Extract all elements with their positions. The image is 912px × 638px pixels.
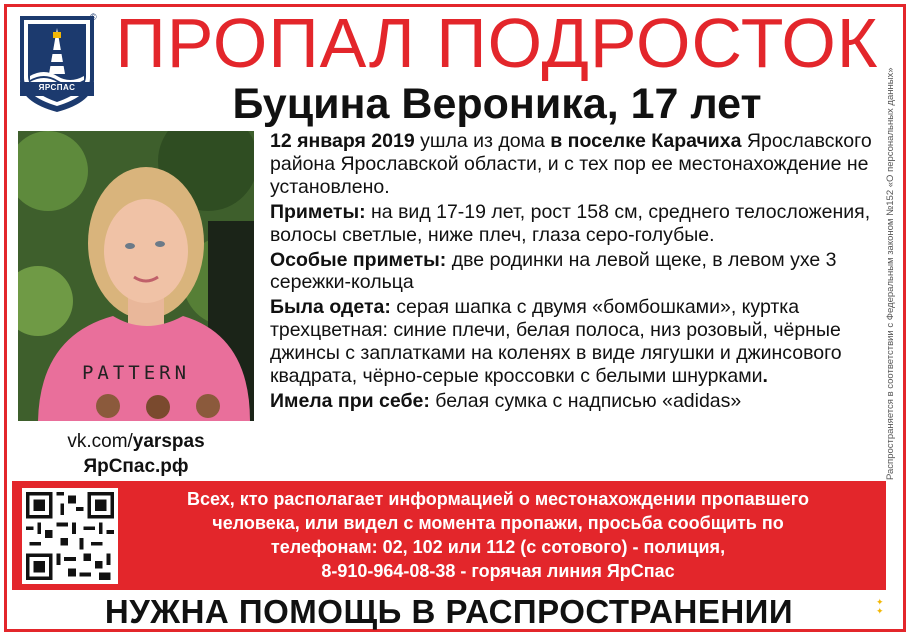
special-marks-label: Особые приметы: bbox=[270, 248, 447, 271]
contact-text bbox=[128, 487, 868, 583]
contact-line-2: человека, или видел с момента пропажи, просьба сообщить по bbox=[212, 513, 784, 533]
special-marks-info bbox=[270, 249, 882, 295]
clothing-label: Была одета: bbox=[270, 296, 391, 319]
shirt-text: PATTERN bbox=[81, 362, 191, 384]
belongings-text: белая сумка с надписью «adidas» bbox=[429, 389, 742, 412]
decorative-stars-icon: ✦ ✦ bbox=[876, 597, 884, 616]
text-fragment: ушла из дома bbox=[414, 130, 551, 152]
photo-image bbox=[18, 131, 254, 421]
copyright-mark: © bbox=[90, 12, 97, 22]
missing-person-name: Буцина Вероника, 17 лет bbox=[232, 80, 762, 128]
clothing-end: . bbox=[762, 365, 768, 388]
appearance-text: на вид 17-19 лет, рост 158 см, среднего телосложения, волосы светлые, ниже плеч, глаза серо-голубые. bbox=[270, 200, 871, 246]
appearance-info bbox=[270, 201, 882, 247]
poster-title: ПРОПАЛ ПОДРОСТОК bbox=[115, 4, 879, 82]
clothing-info bbox=[270, 296, 882, 388]
qr-code-icon[interactable] bbox=[22, 488, 118, 584]
missing-person-photo bbox=[18, 131, 254, 421]
logo-name: ЯРСПАС bbox=[38, 83, 76, 92]
belongings-label: Имела при себе: bbox=[270, 389, 430, 412]
help-banner: НУЖНА ПОМОЩЬ В РАСПРОСТРАНЕНИИ bbox=[104, 593, 794, 630]
disappearance-place: в поселке Карачиха bbox=[550, 130, 742, 152]
site-link[interactable]: ЯрСпас.рф bbox=[83, 456, 189, 477]
contact-line-1: Всех, кто располагает информацией о местонахождении пропавшего bbox=[186, 489, 809, 509]
contact-line-3: телефонам: 02, 102 или 112 (с сотового) - полиция, bbox=[270, 537, 726, 557]
vk-handle: yarspas bbox=[132, 431, 205, 452]
description bbox=[270, 130, 882, 415]
belongings-info bbox=[270, 390, 882, 413]
clothing-text: серая шапка с двумя «бомбошками», куртка трехцветная: синие плечи, белая полоса, низ розовый, чёрные джинсы с заплатками на коленях в виде лягушки и джинсового квадрата, чёрно-серые кроссовки с белыми шнурками bbox=[270, 296, 842, 388]
vk-prefix: vk.com/ bbox=[67, 431, 133, 452]
special-marks-text: две родинки на левой щеке, в левом ухе 3 сережки-кольца bbox=[270, 248, 837, 294]
disappearance-info bbox=[270, 130, 882, 199]
appearance-label: Приметы: bbox=[270, 200, 366, 223]
disappearance-date: 12 января 2019 bbox=[270, 130, 415, 152]
vk-link[interactable] bbox=[18, 431, 254, 453]
contact-line-4: 8-910-964-08-38 - горячая линия ЯрСпас bbox=[321, 561, 675, 581]
legal-note: Распространяется в соответствии с Федеральным законом №152 «О персональных данных» bbox=[885, 67, 896, 480]
yarspas-logo-icon bbox=[14, 10, 100, 114]
text-fragment: Ярославского района Ярославской области, и с тех пор ее местонахождение не установлено. bbox=[270, 130, 872, 198]
